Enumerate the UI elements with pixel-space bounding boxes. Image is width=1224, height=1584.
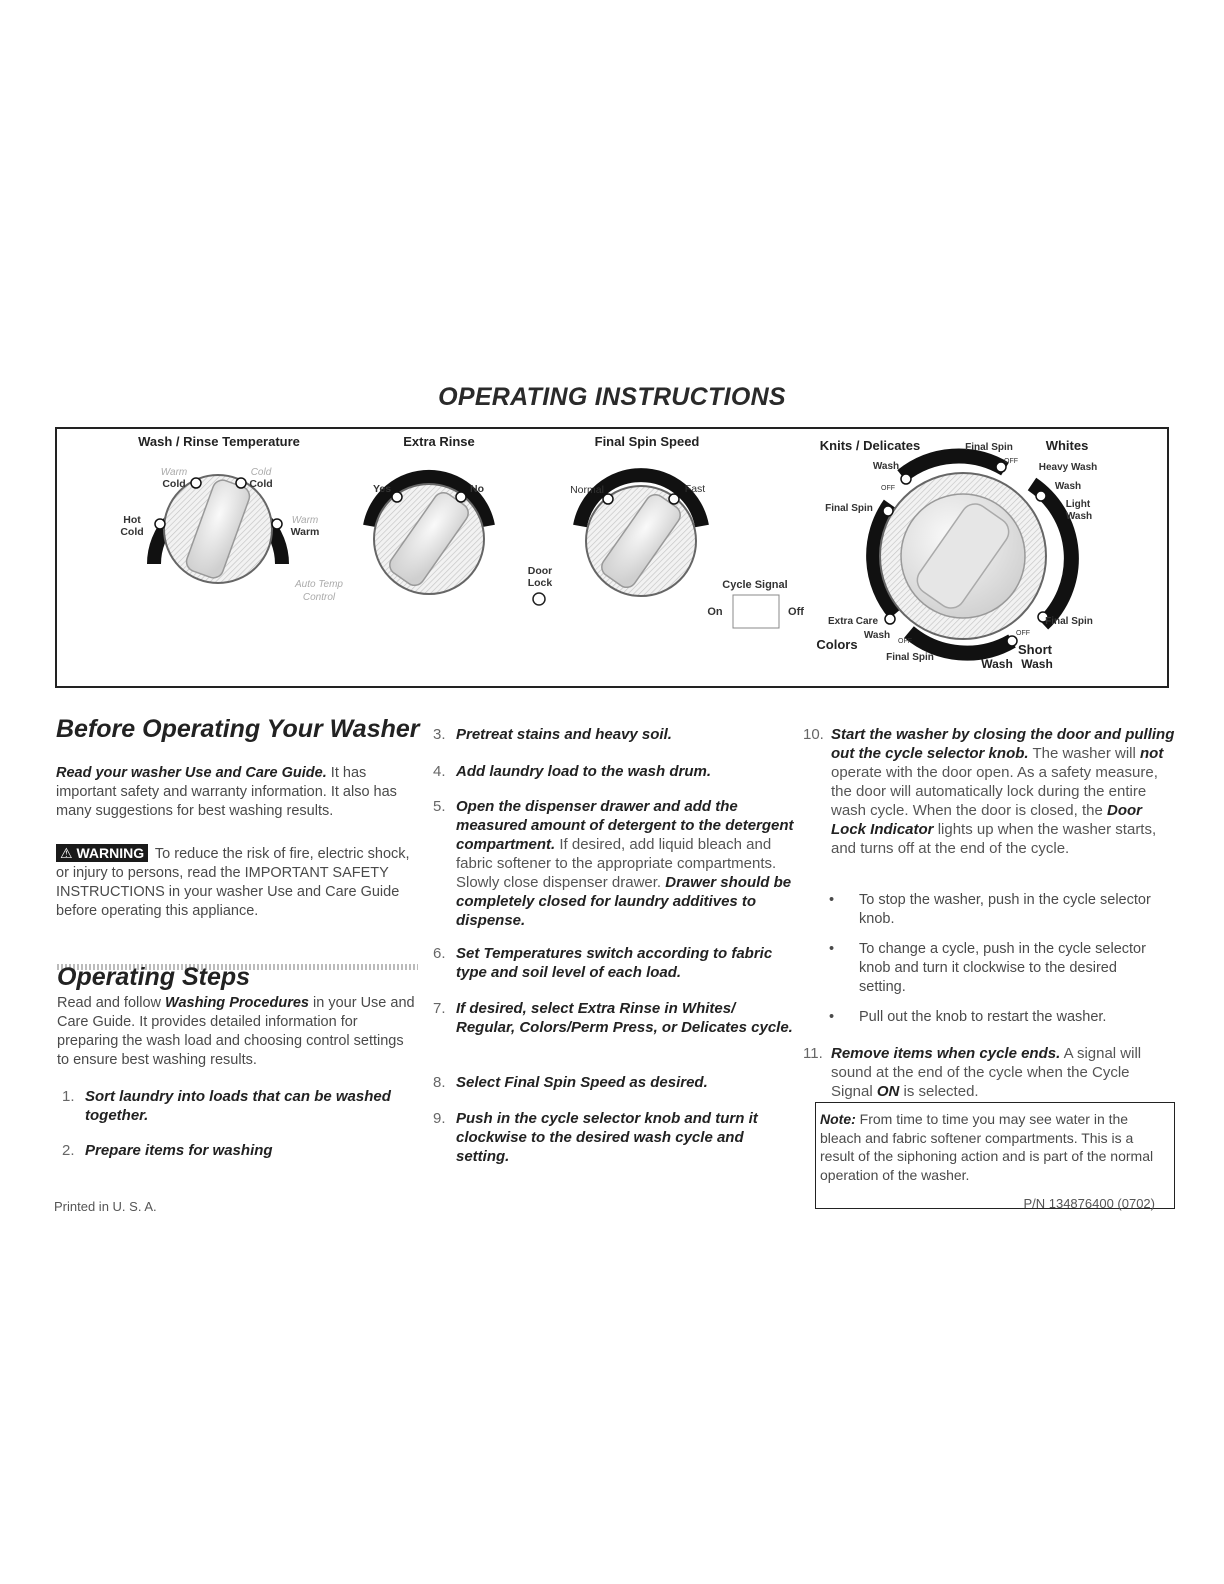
operating-steps-intro: [57, 994, 417, 1070]
cycle-signal-switch[interactable]: [733, 595, 779, 628]
step-text: A signal will sound at the end of the cycle when the Cycle Signal: [831, 1045, 1142, 1100]
off-label: OFF: [898, 638, 912, 645]
control-panel-diagram: [55, 427, 1169, 688]
spin-normal-label: Normal: [570, 484, 604, 496]
step-number: 6.: [433, 945, 446, 962]
step-number: 9.: [433, 1110, 446, 1127]
step-text: Remove items when cycle ends.: [831, 1045, 1061, 1062]
step-3: [433, 725, 795, 745]
step-text: is selected.: [899, 1083, 979, 1100]
cycle-label: Final Spin: [1045, 616, 1093, 627]
auto-temp-label: Auto Temp: [295, 579, 343, 590]
cycle-label: Final Spin: [886, 652, 934, 663]
intro-emphasis: Washing Procedures: [165, 995, 309, 1011]
before-operating-heading: Before Operating Your Washer: [56, 715, 420, 743]
step-number: 3.: [433, 726, 446, 743]
step-text: Pretreat stains and heavy soil.: [456, 726, 672, 743]
step-6: [433, 944, 795, 984]
cycle-label: Final Spin: [965, 442, 1013, 453]
door-lock-indicator: [533, 593, 545, 605]
step-2: [62, 1141, 417, 1161]
spin-title: Final Spin Speed: [594, 434, 700, 449]
step-text: Prepare items for washing: [85, 1142, 273, 1159]
step-text: If desired, add liquid bleach and fabric softener to the appropriate compartments. Slowly close dispenser drawer.: [456, 836, 777, 891]
cycle-signal-on-label: On: [707, 606, 723, 618]
step-1: [62, 1087, 417, 1127]
warning-text: To reduce the risk of fire, electric shock, or injury to persons, read the IMPORTANT SAFETY INSTRUCTIONS in your washer Use and Care Guide before operating this appliance.: [56, 846, 410, 919]
whites-label: Whites: [1045, 438, 1089, 453]
cycle-selector-knob[interactable]: [874, 456, 1072, 653]
off-label: OFF: [1016, 630, 1030, 637]
step-7: [433, 999, 795, 1059]
temp-label: Warm: [290, 526, 320, 538]
step-number: 2.: [62, 1142, 75, 1159]
step-text: Add laundry load to the wash drum.: [456, 763, 712, 780]
footer-printed: Printed in U. S. A.: [54, 1199, 157, 1214]
bullet-item: • To stop the washer, push in the cycle selector knob.: [829, 891, 1159, 931]
step-text: Push in the cycle selector knob and turn it clockwise to the desired wash cycle and setting.: [456, 1110, 758, 1165]
step-number: 5.: [433, 798, 446, 815]
step-number: 8.: [433, 1074, 446, 1091]
knits-delicates-label: Knits / Delicates: [819, 438, 921, 453]
cycle-label: Extra Care: [827, 616, 879, 627]
warning-icon: ⚠: [60, 845, 73, 861]
step-text: Door Lock Indicator: [831, 802, 1142, 838]
temp-label: Hot: [123, 514, 141, 526]
cycle-label: Wash: [863, 630, 891, 641]
step-11: [803, 1044, 1163, 1104]
step-text: operate with the door open. As a safety measure, the door will automatically lock during the entire wash cycle. When the door is closed, the: [831, 764, 1158, 819]
warning-label: WARNING: [76, 845, 145, 861]
intro-text: Read and follow: [57, 995, 166, 1011]
step-number: 1.: [62, 1088, 75, 1105]
bullet-text: To change a cycle, push in the cycle selector knob and turn it clockwise to the desired setting.: [859, 941, 1146, 995]
step-text: lights up when the washer starts, and turns off at the end of the cycle.: [831, 821, 1157, 857]
step-text: The washer will: [1028, 745, 1140, 762]
cycle-label: Wash: [872, 461, 900, 472]
step-text: not: [1140, 745, 1164, 762]
step-text: Set Temperatures switch according to fabric type and soil level of each load.: [456, 945, 773, 981]
temp-label: Cold: [250, 467, 272, 478]
step-text: Sort laundry into loads that can be washed together.: [85, 1088, 391, 1124]
operating-steps-heading: Operating Steps: [57, 963, 251, 991]
page-title: OPERATING INSTRUCTIONS: [438, 383, 786, 411]
step-5: [433, 797, 795, 927]
colors-label: Colors: [816, 637, 858, 652]
step-4: [433, 762, 795, 782]
step-number: 11.: [803, 1045, 823, 1062]
warning-paragraph: [56, 844, 418, 921]
note-paragraph: [820, 1110, 1168, 1184]
rinse-yes-label: Yes: [372, 483, 392, 495]
cycle-label: Heavy Wash: [1038, 462, 1098, 473]
spin-fast-label: Fast: [684, 483, 706, 495]
rinse-no-label: No: [470, 483, 484, 495]
door-lock-label: Door: [527, 565, 553, 577]
step-8: [433, 1073, 795, 1093]
cycle-label: Wash: [1065, 511, 1093, 522]
rinse-title: Extra Rinse: [403, 434, 475, 449]
temp-label: Cold: [249, 478, 273, 490]
step-number: 4.: [433, 763, 446, 780]
warning-badge: [56, 844, 148, 862]
note-label: Note:: [820, 1111, 856, 1127]
step-text: If desired, select Extra Rinse in Whites/ Regular, Colors/Perm Press, or Delicates cycle.: [456, 1000, 793, 1036]
off-label: OFF: [1004, 458, 1018, 465]
short-wash-label: Wash: [981, 657, 1013, 671]
temp-title: Wash / Rinse Temperature: [138, 434, 300, 449]
bullet-item: • To change a cycle, push in the cycle selector knob and turn it clockwise to the desired setting.: [829, 940, 1159, 1000]
door-lock-label: Lock: [527, 577, 553, 589]
step-text: Open the dispenser drawer and add the measured amount of detergent to the detergent compartment.: [456, 798, 794, 853]
step-text: Select Final Spin Speed as desired.: [456, 1074, 708, 1091]
note-text: From time to time you may see water in the bleach and fabric softener compartments. This is a result of the siphoning action and is part of the normal operation of the washer.: [820, 1111, 1154, 1183]
bullet-text: Pull out the knob to restart the washer.: [859, 1009, 1107, 1025]
step-10: [803, 725, 1175, 885]
temp-label: Warm: [291, 515, 319, 526]
temperature-knob[interactable]: [154, 475, 282, 583]
step-text: ON: [876, 1083, 900, 1100]
auto-temp-label: Control: [302, 592, 336, 603]
intro-text: in your Use and Care Guide. It provides detailed information for preparing the wash load and choosing control settings to ensure best washing results.: [57, 995, 415, 1068]
off-label: OFF: [881, 485, 895, 492]
cycle-label: Light: [1065, 499, 1091, 510]
bullet-item: • Pull out the knob to restart the washer.: [829, 1008, 1159, 1028]
temp-label: Warm: [160, 467, 188, 478]
short-wash-label: Short: [1018, 642, 1052, 657]
footer-part-number: P/N 134876400 (0702): [1023, 1196, 1155, 1211]
read-guide-emphasis: Read your washer Use and Care Guide.: [56, 765, 327, 781]
short-wash-label: Wash: [1021, 657, 1053, 671]
cycle-label: Final Spin: [825, 503, 873, 514]
read-guide-paragraph: [56, 764, 414, 821]
temp-label: Cold: [162, 478, 186, 490]
cycle-signal-off-label: Off: [788, 606, 804, 618]
step-text: Start the washer by closing the door and pulling out the cycle selector knob.: [831, 726, 1175, 762]
step-text: Drawer should be completely closed for laundry additives to dispense.: [456, 874, 792, 929]
bullet-text: To stop the washer, push in the cycle selector knob.: [859, 892, 1151, 927]
note-box: [815, 1102, 1175, 1209]
read-guide-text: It has important safety and warranty information. It also has many suggestions for best washing results.: [56, 765, 397, 819]
cycle-signal-label: Cycle Signal: [722, 579, 788, 591]
step-number: 10.: [803, 726, 824, 743]
step-number: 7.: [433, 1000, 446, 1017]
step-9: [433, 1109, 795, 1169]
temp-label: Cold: [120, 526, 144, 538]
cycle-label: Wash: [1054, 481, 1082, 492]
